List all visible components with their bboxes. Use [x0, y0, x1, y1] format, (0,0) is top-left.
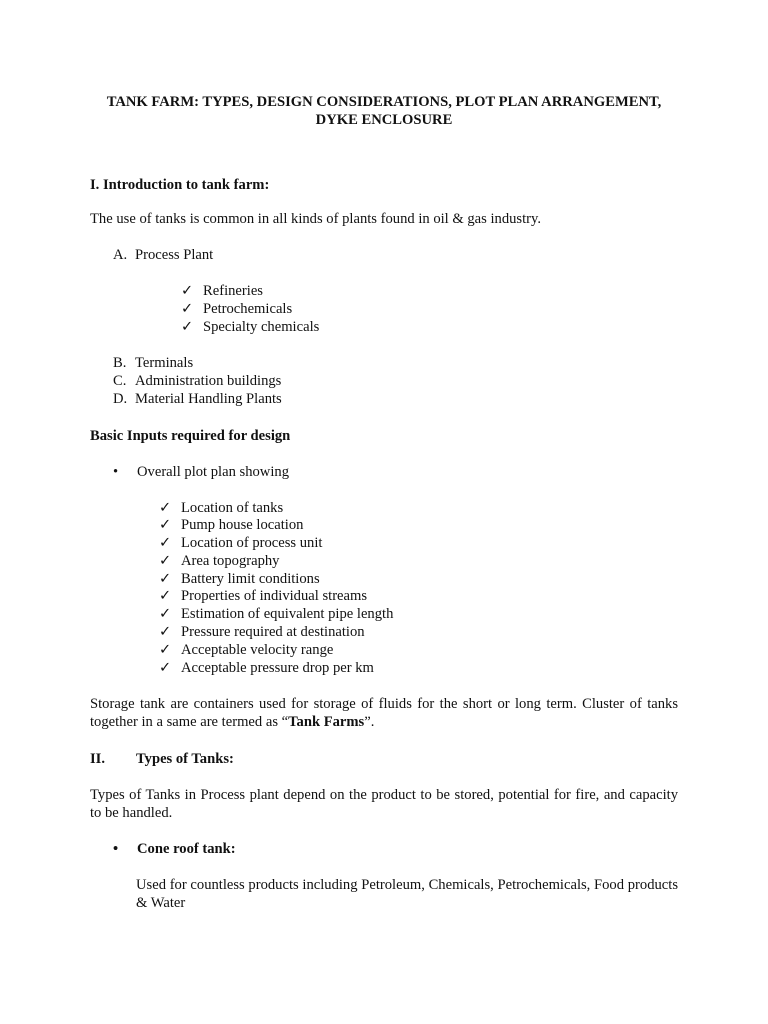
checkmark-icon: ✓	[159, 606, 172, 622]
intro-paragraph: The use of tanks is common in all kinds of plants found in oil & gas industry.	[90, 211, 542, 227]
bullet-icon: •	[113, 464, 119, 480]
bullet-icon: •	[113, 841, 119, 857]
check-item-label: Petrochemicals	[203, 301, 293, 317]
section-2-heading: Types of Tanks:	[136, 751, 234, 767]
checkmark-icon: ✓	[181, 283, 194, 299]
check-item-label: Location of process unit	[181, 535, 323, 551]
check-item-label: Pressure required at destination	[181, 624, 365, 640]
check-item-label: Pump house location	[181, 517, 304, 533]
document-title-line-1: TANK FARM: TYPES, DESIGN CONSIDERATIONS, PLOT PLAN ARRANGEMENT,	[106, 94, 662, 110]
check-item-label: Location of tanks	[181, 500, 284, 516]
checkmark-icon: ✓	[159, 588, 172, 604]
check-list-item	[159, 587, 367, 605]
section-2-number: II.	[90, 751, 106, 767]
check-list-item	[159, 605, 393, 623]
plant-list-item	[113, 372, 281, 390]
check-item-label: Acceptable velocity range	[181, 642, 334, 658]
check-item-label: Properties of individual streams	[181, 588, 368, 604]
checkmark-icon: ✓	[159, 660, 172, 676]
types-paragraph: Types of Tanks in Process plant depend on the product to be stored, potential for fire, and capacity to be handled.	[90, 787, 678, 821]
plant-list-item	[113, 354, 193, 372]
storage-tank-paragraph	[90, 695, 678, 731]
check-list-item	[159, 534, 322, 552]
bullet-item-label: Overall plot plan showing	[137, 464, 289, 480]
list-letter: C.	[113, 373, 127, 389]
check-list-item	[181, 318, 319, 336]
basic-inputs-heading: Basic Inputs required for design	[90, 428, 291, 444]
document-title-line-2: DYKE ENCLOSURE	[315, 112, 453, 128]
checkmark-icon: ✓	[159, 535, 172, 551]
list-letter: B.	[113, 355, 127, 371]
cone-roof-paragraph: Used for countless products including Petroleum, Chemicals, Petrochemicals, Food products & Water	[136, 877, 678, 911]
plant-list-item	[113, 390, 282, 408]
check-item-label: Estimation of equivalent pipe length	[181, 606, 394, 622]
checkmark-icon: ✓	[159, 517, 172, 533]
list-letter: D.	[113, 391, 128, 407]
checkmark-icon: ✓	[159, 553, 172, 569]
check-list-item	[159, 570, 320, 588]
bullet-list-item	[113, 463, 289, 481]
list-item-label: Material Handling Plants	[135, 391, 282, 407]
check-list-item	[159, 659, 374, 677]
checkmark-icon: ✓	[159, 500, 172, 516]
check-list-item	[159, 499, 283, 517]
checkmark-icon: ✓	[181, 301, 194, 317]
plant-list-item	[113, 246, 213, 264]
check-item-label: Refineries	[203, 283, 263, 299]
check-item-label: Specialty chemicals	[203, 319, 320, 335]
check-list-item	[159, 516, 303, 534]
tank-farms-term: Tank Farms	[288, 714, 365, 730]
check-list-item	[159, 641, 333, 659]
list-item-label: Administration buildings	[135, 373, 282, 389]
check-list-item	[181, 300, 292, 318]
check-list-item	[181, 282, 263, 300]
storage-text-part-2: ”.	[364, 714, 375, 730]
check-item-label: Acceptable pressure drop per km	[181, 660, 374, 676]
check-item-label: Battery limit conditions	[181, 571, 320, 587]
checkmark-icon: ✓	[159, 642, 172, 658]
list-item-label: Terminals	[135, 355, 194, 371]
list-item-label: Process Plant	[135, 247, 214, 263]
checkmark-icon: ✓	[181, 319, 194, 335]
check-item-label: Area topography	[181, 553, 280, 569]
check-list-item	[159, 552, 279, 570]
section-1-heading: I. Introduction to tank farm:	[90, 177, 270, 193]
checkmark-icon: ✓	[159, 571, 172, 587]
check-list-item	[159, 623, 365, 641]
bullet-list-item	[113, 840, 236, 858]
cone-roof-heading: Cone roof tank:	[137, 841, 236, 857]
list-letter: A.	[113, 247, 128, 263]
checkmark-icon: ✓	[159, 624, 172, 640]
storage-text-part-1: Storage tank are containers used for storage of fluids for the short or long term. Cluster of tanks together in a same are termed as “	[90, 696, 678, 730]
